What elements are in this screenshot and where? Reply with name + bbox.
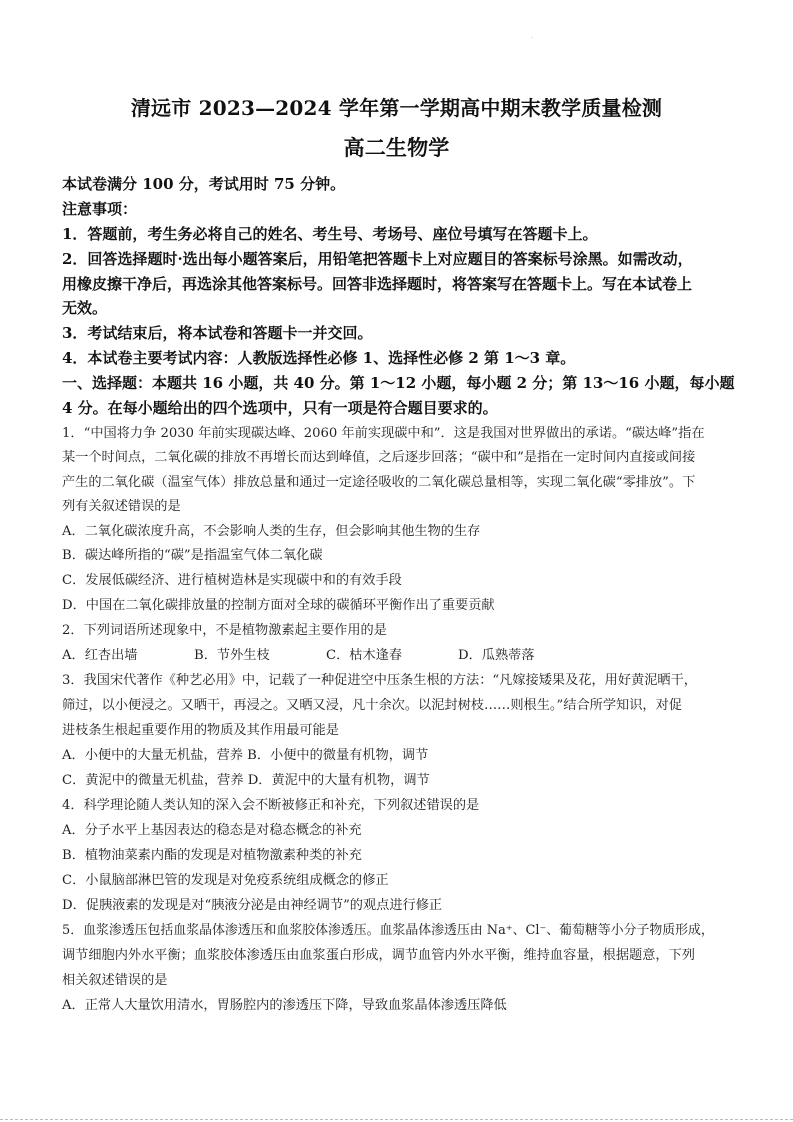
notes-heading: 注意事项： [62,200,138,218]
q3-options-cd: C．黄泥中的微量无机盐，营养 D．黄泥中的大量有机物，调节 [62,773,430,788]
q5-stem-line-3: 相关叙述错误的是 [62,973,168,988]
page-bottom-divider [0,1119,793,1120]
q1-option-d: D．中国在二氧化碳排放量的控制方面对全球的碳循环平衡作出了重要贡献 [62,598,495,613]
q2-option-b: B．节外生枝 [194,648,270,663]
q2-option-a: A．红杏出墙 [62,648,138,663]
q2-option-d: D．瓜熟蒂落 [458,648,535,663]
exam-subject: 高二生物学 [343,135,450,160]
q4-option-d: D．促胰液素的发现是对“胰液分泌是由神经调节”的观点进行修正 [62,898,443,913]
scan-dot: . [531,33,533,40]
q3-stem-line-1: 3．我国宋代著作《种艺必用》中，记载了一种促进空中压条生根的方法：“凡嫁接矮果及花，用好黄泥晒干， [62,673,697,688]
section-heading-line-2: 4 分。在每小题给出的四个选项中，只有一项是符合题目要求的。 [62,399,498,417]
exam-title: 清远市 2023—2024 学年第一学期高中期末教学质量检测 [130,96,663,120]
q4-stem: 4．科学理论随人类认知的深入会不断被修正和补充，下列叙述错误的是 [62,798,480,813]
q5-option-a: A．正常人大量饮用清水，胃肠腔内的渗透压下降，导致血浆晶体渗透压降低 [62,998,507,1013]
q4-option-b: B．植物油菜素内酯的发现是对植物激素种类的补充 [62,848,362,863]
q1-stem-line-2: 某一个时间点，二氧化碳的排放不再增长而达到峰值，之后逐步回落；“碳中和”是指在一定时间内直接或间接 [62,450,696,465]
section-heading-line-1: 一、选择题：本题共 16 小题，共 40 分。第 1～12 小题，每小题 2 分；第 13～16 小题，每小题 [62,374,735,392]
note-3: 3．考试结束后，将本试卷和答题卡一并交回。 [62,324,373,342]
q1-stem-line-4: 列有关叙述错误的是 [62,499,181,514]
q3-options-ab: A．小便中的大量无机盐，营养 B．小便中的微量有机物，调节 [62,748,429,763]
q2-options [62,646,742,666]
q3-stem-line-3: 进枝条生根起重要作用的物质及其作用最可能是 [62,723,339,738]
q1-stem-line-1: 1．“中国将力争 2030 年前实现碳达峰、2060 年前实现碳中和”．这是我国对世界做出的承诺。“碳达峰”指在 [62,426,705,441]
q3-stem-line-2: 筛过，以小便浸之。又晒干，再浸之。又晒又浸，凡十余次。以泥封树枝……则根生。”结合所学知识，对促 [62,698,682,713]
note-1: 1．答题前，考生务必将自己的姓名、考生号、考场号、座位号填写在答题卡上。 [62,225,598,243]
note-2-line-2: 用橡皮擦干净后，再选涂其他答案标号。回答非选择题时，将答案写在答题卡上。写在本试卷上 [62,275,693,293]
q5-stem-line-2: 调节细胞内外水平衡；血浆胶体渗透压由血浆蛋白形成，调节血管内外水平衡，维持血容量，根据题意，下列 [62,948,695,963]
q4-option-a: A．分子水平上基因表达的稳态是对稳态概念的补充 [62,823,362,838]
q2-stem: 2．下列词语所述现象中，不是植物激素起主要作用的是 [62,623,387,638]
note-2-line-3: 无效。 [62,299,108,317]
note-4: 4．本试卷主要考试内容：人教版选择性必修 1、选择性必修 2 第 1～3 章。 [62,349,576,367]
q1-option-b: B．碳达峰所指的“碳”是指温室气体二氧化碳 [62,548,323,563]
full-score-note: 本试卷满分 100 分，考试用时 75 分钟。 [62,175,346,193]
q2-option-c: C．枯木逢春 [326,648,403,663]
q1-option-a: A．二氧化碳浓度升高，不会影响人类的生存，但会影响其他生物的生存 [62,524,481,539]
q5-stem-line-1: 5．血浆渗透压包括血浆晶体渗透压和血浆胶体渗透压。血浆晶体渗透压由 Na⁺、Cl⁻、葡萄糖等小分子物质形成， [62,923,714,938]
q4-option-c: C．小鼠脑部淋巴管的发现是对免疫系统组成概念的修正 [62,873,389,888]
note-2-line-1: 2．回答选择题时·选出每小题答案后，用铅笔把答题卡上对应题目的答案标号涂黑。如需改动， [62,250,693,268]
q1-option-c: C．发展低碳经济、进行植树造林是实现碳中和的有效手段 [62,573,402,588]
q1-stem-line-3: 产生的二氧化碳（温室气体）排放总量和通过一定途径吸收的二氧化碳总量相等，实现二氧化碳“零排放”。下 [62,475,696,490]
